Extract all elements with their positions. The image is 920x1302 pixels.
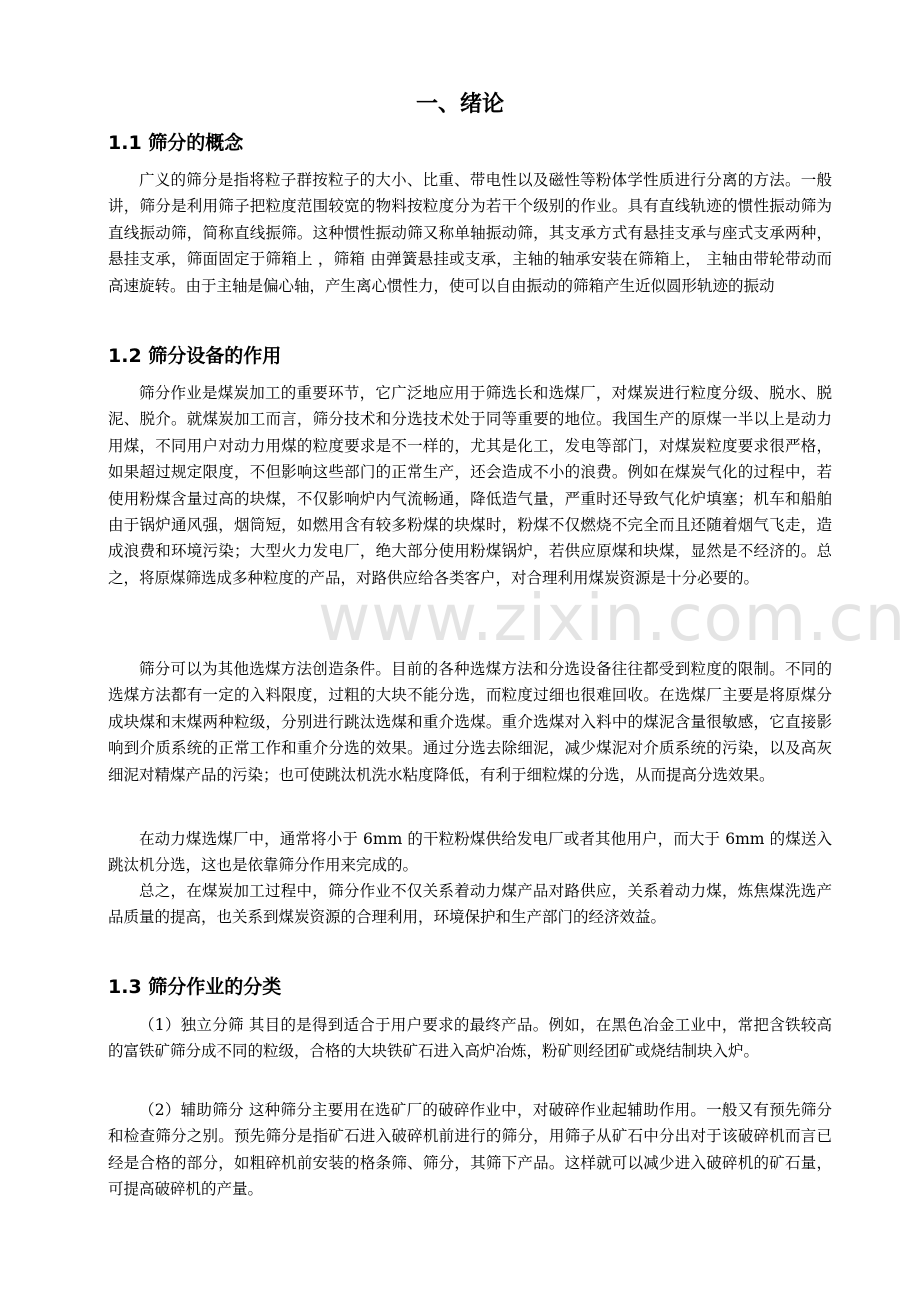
chapter-title: 一、绪论 [415,91,504,117]
section-heading-1-1: 1.1 筛分的概念 [108,132,244,154]
paragraph-1-3-2: （2）辅助筛分 这种筛分主要用在选矿厂的破碎作业中，对破碎作业起辅助作用。一般又有预先筛分和检查筛分之别。预先筛分是指矿石进入破碎机前进行的筛分，用筛子从矿石中分出对于该破碎机而言已经是合格的部分，如粗碎机前安装的格条筛、筛分，其筛下产品。这样就可以减少进入破碎机的矿石量，可提高破碎机的产量。 [108,1101,832,1199]
paragraph-1-1-1: 广义的筛分是指将粒子群按粒子的大小、比重、带电性以及磁性等粉体学性质进行分离的方法。一般讲，筛分是利用筛子把粒度范围较宽的物料按粒度分为若干个级别的作业。具有直线轨迹的惯性振动筛为直线振动筛，简称直线振筛。这种惯性振动筛又称单轴振动筛，其支承方式有悬挂支承与座式支承两种，悬挂支承，筛面固定于筛箱上 ，筛箱 由弹簧悬挂或支承，主轴的轴承安装在筛箱上， 主轴由带轮带动而高速旋转。由于主轴是偏心轴，产生离心惯性力，使可以自由振动的筛箱产生近似圆形轨迹的振动 [108,171,832,295]
paragraph-1-2-1: 筛分作业是煤炭加工的重要环节，它广泛地应用于筛选长和选煤厂，对煤炭进行粒度分级、脱水、脱泥、脱介。就煤炭加工而言，筛分技术和分选技术处于同等重要的地位。我国生产的原煤一半以上是动力用煤，不同用户对动力用煤的粒度要求是不一样的，尤其是化工，发电等部门，对煤炭粒度要求很严格，如果超过规定限度，不但影响这些部门的正常生产，还会造成不小的浪费。例如在煤炭气化的过程中，若使用粉煤含量过高的块煤，不仅影响炉内气流畅通，降低造气量，严重时还导致气化炉填塞；机车和船舶由于锅炉通风强，烟筒短，如燃用含有较多粉煤的块煤时，粉煤不仅燃烧不完全而且还随着烟气飞走，造成浪费和环境污染；大型火力发电厂，绝大部分使用粉煤锅炉，若供应原煤和块煤，显然是不经济的。总之，将原煤筛选成多种粒度的产品，对路供应给各类客户，对合理利用煤炭资源是十分必要的。 [108,384,832,587]
paragraph-1-2-4: 总之，在煤炭加工过程中，筛分作业不仅关系着动力煤产品对路供应，关系着动力煤，炼焦煤洗选产品质量的提高，也关系到煤炭资源的合理利用，环境保护和生产部门的经济效益。 [108,882,832,927]
paragraph-1-2-3: 在动力煤选煤厂中，通常将小于 6mm 的干粒粉煤供给发电厂或者其他用户，而大于 6mm 的煤送入跳汰机分选，这也是依靠筛分作用来完成的。 [108,830,832,875]
section-heading-1-3: 1.3 筛分作业的分类 [108,976,282,998]
paragraph-1-2-2: 筛分可以为其他选煤方法创造条件。目前的各种选煤方法和分选设备往往都受到粒度的限制。不同的选煤方法都有一定的入料限度，过粗的大块不能分选，而粒度过细也很难回收。在选煤厂主要是将原煤分成块煤和末煤两种粒级，分别进行跳汰选煤和重介选煤。重介选煤对入料中的煤泥含量很敏感，它直接影响到介质系统的正常工作和重介分选的效果。通过分选去除细泥，减少煤泥对介质系统的污染，以及高灰细泥对精煤产品的污染；也可使跳汰机洗水粘度降低，有利于细粒煤的分选，从而提高分选效果。 [108,660,832,784]
watermark: www.zixin.com.cn [318,582,907,656]
section-heading-1-2: 1.2 筛分设备的作用 [108,345,282,367]
paragraph-1-3-1: （1）独立分筛 其目的是得到适合于用户要求的最终产品。例如，在黑色冶金工业中，常把含铁较高的富铁矿筛分成不同的粒级，合格的大块铁矿石进入高炉冶炼，粉矿则经团矿或烧结制块入炉。 [108,1016,832,1061]
